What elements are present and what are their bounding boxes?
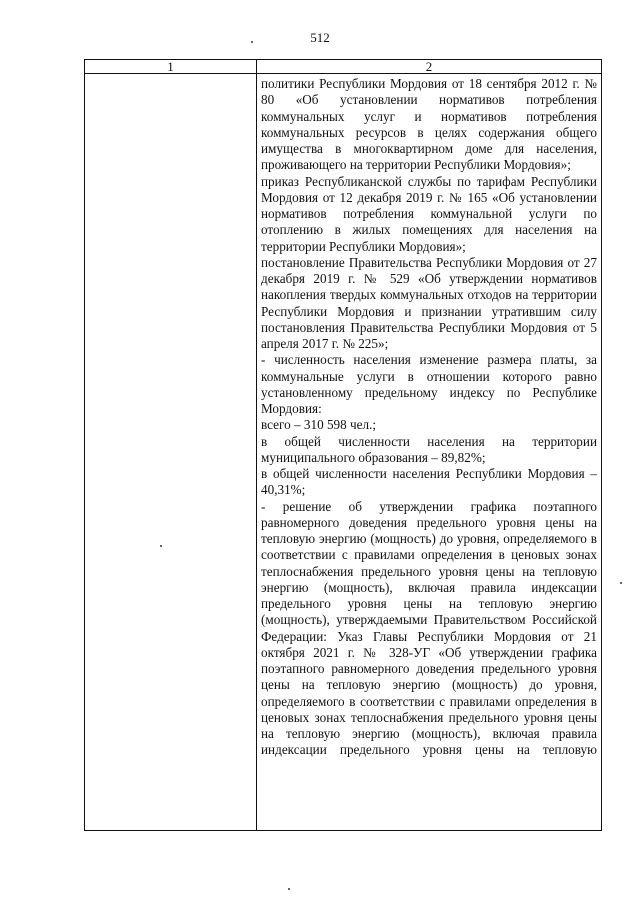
paragraph-government-decree: постановление Правительства Республики Мордовия от 27 декабря 2019 г. № 529 «Об утверждении нормативов накопления твердых коммунальных отходов на территории Республики Мордовия и признании утратившим силу постановления Правительства Республики Мордовия от 5 апреля 2017 г. № 225»;	[261, 254, 597, 351]
table-row	[85, 74, 602, 831]
paragraph-population-republic: в общей численности населения Республики Мордовия – 40,31%;	[261, 466, 597, 498]
paragraph-tariff-order: приказ Республиканской службы по тарифам Республики Мордовия от 12 декабря 2019 г. № 165 «Об установлении нормативов потребления коммунальной услуги по отоплению в жилых помещениях для населения на территории Республики Мордовия»;	[261, 173, 597, 254]
scan-speck	[288, 888, 290, 890]
page-number: 512	[310, 30, 330, 45]
column-1-cell	[85, 74, 257, 831]
column-header-2: 2	[257, 60, 602, 74]
paragraph-heat-price-decision: - решение об утверждении графика поэтапного равномерного доведения предельного уровня цены на тепловую энергию (мощность) до уровня, определяемого в соответствии с правилами определения в ценовых зонах теплоснабжения предельного уровня цены на тепловую энергию (мощность), включая правила индексации предельного уровня цены на тепловую энергию (мощность), утверждаемыми Правительством Российской Федерации: Указ Главы Республики Мордовия от 21 октября 2021 г. № 328-УГ «Об утверждении графика поэтапного равномерного доведения предельного уровня цены на тепловую энергию (мощность) до уровня, определяемого в соответствии с правилами определения в ценовых зонах теплоснабжения предельного уровня цены на тепловую энергию (мощность), включая правила индексации предельного уровня цены на тепловую	[261, 498, 597, 758]
paragraph-population-municipal: в общей численности населения на территории муниципального образования – 89,82%;	[261, 433, 597, 465]
scan-speck	[251, 41, 253, 43]
table-header-row	[85, 60, 602, 74]
column-header-1: 1	[85, 60, 257, 74]
paragraph-population-intro: - численность населения изменение размера платы, за коммунальные услуги в отношении которого равно установленному предельному индексу по Республике Мордовия:	[261, 352, 597, 416]
paragraph-population-total: всего – 310 598 чел.;	[261, 417, 377, 433]
column-2-cell	[257, 74, 602, 831]
document-table	[84, 59, 602, 831]
scan-speck	[620, 582, 622, 584]
paragraph-resolution-norms: политики Республики Мордовия от 18 сентября 2012 г. № 80 «Об установлении нормативов потребления коммунальных услуг и нормативов потребления коммунальных ресурсов в целях содержания общего имущества в многоквартирном доме для населения, проживающего на территории Республики Мордовия»;	[261, 76, 597, 173]
scan-speck	[160, 545, 162, 547]
